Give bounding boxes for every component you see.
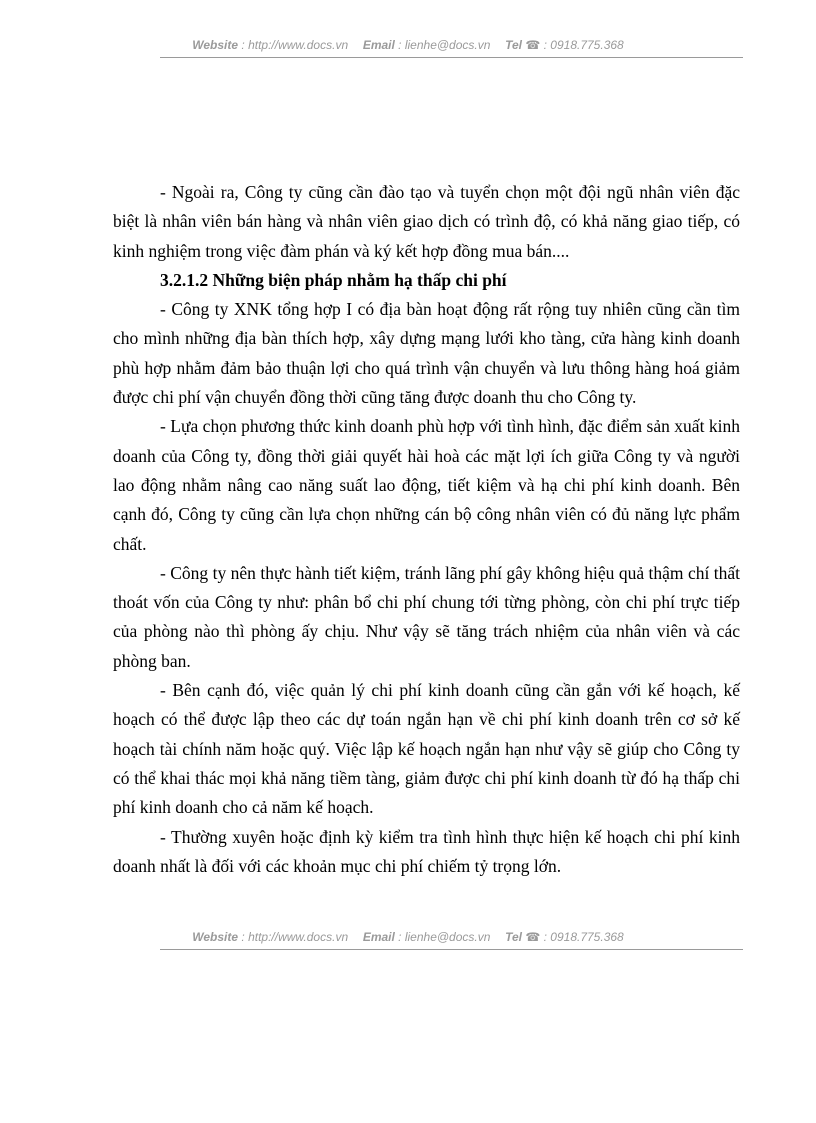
header-website-link[interactable]: : http://www.docs.vn (241, 38, 349, 52)
paragraph-inspection: - Thường xuyên hoặc định kỳ kiểm tra tình hình thực hiện kế hoạch chi phí kinh doanh nhất là đối với các khoản mục chi phí chiếm tỷ trọng lớn. (113, 826, 740, 876)
footer-divider (160, 949, 743, 950)
header-website-label: Website (192, 38, 239, 52)
header-email-link[interactable]: : lienhe@docs.vn (398, 38, 491, 52)
footer-email-link[interactable]: : lienhe@docs.vn (398, 930, 491, 944)
phone-icon: ☎ (525, 38, 541, 52)
section-heading: 3.2.1.2 Những biện pháp nhằm hạ thấp chi phí (160, 269, 507, 290)
header-tel-label: Tel (505, 38, 522, 52)
paragraph-savings: - Công ty nên thực hành tiết kiệm, tránh lãng phí gây không hiệu quả thậm chí thất thoát vốn của Công ty như: phân bổ chi phí chung tới từng phòng, còn chi phí trực tiếp của phòng nào thì phòng ấy chịu. Như vậy sẽ tăng trách nhiệm của nhân viên và các phòng ban. (113, 562, 740, 671)
document-body (113, 178, 740, 881)
header-email-label: Email (362, 38, 395, 52)
page-footer (0, 930, 816, 944)
footer-tel-value: : 0918.775.368 (543, 930, 624, 944)
header-tel-value: : 0918.775.368 (543, 38, 624, 52)
footer-website-label: Website (192, 930, 239, 944)
paragraph-locations: - Công ty XNK tổng hợp I có địa bàn hoạt động rất rộng tuy nhiên cũng cần tìm cho mình những địa bàn thích hợp, xây dựng mạng lưới kho tàng, cửa hàng kinh doanh phù hợp nhằm đảm bảo thuận lợi cho quá trình vận chuyển và lưu thông hàng hoá giảm được chi phí vận chuyển đồng thời cũng tăng được doanh thu cho Công ty. (113, 299, 740, 408)
footer-website-link[interactable]: : http://www.docs.vn (241, 930, 349, 944)
page-header (0, 38, 816, 52)
paragraph-training: - Ngoài ra, Công ty cũng cần đào tạo và tuyển chọn một đội ngũ nhân viên đặc biệt là nhân viên bán hàng và nhân viên giao dịch có trình độ, có khả năng giao tiếp, có kinh nghiệm trong việc đàm phán và ký kết hợp đồng mua bán.... (113, 182, 740, 261)
paragraph-cost-management: - Bên cạnh đó, việc quản lý chi phí kinh doanh cũng cần gắn với kế hoạch, kế hoạch có thể được lập theo các dự toán ngắn hạn về chi phí kinh doanh trên cơ sở kế hoạch tài chính năm hoặc quý. Việc lập kế hoạch ngắn hạn như vậy sẽ giúp cho Công ty có thể khai thác mọi khả năng tiềm tàng, giảm được chi phí kinh doanh từ đó hạ thấp chi phí kinh doanh cho cả năm kế hoạch. (113, 680, 740, 818)
footer-email-label: Email (362, 930, 395, 944)
phone-icon: ☎ (525, 930, 541, 944)
footer-tel-label: Tel (505, 930, 522, 944)
header-divider (160, 57, 743, 58)
paragraph-business-method: - Lựa chọn phương thức kinh doanh phù hợp với tình hình, đặc điểm sản xuất kinh doanh của Công ty, đồng thời giải quyết hài hoà các mặt lợi ích giữa Công ty và người lao động nhằm nâng cao năng suất lao động, tiết kiệm và hạ chi phí kinh doanh. Bên cạnh đó, Công ty cũng cần lựa chọn những cán bộ công nhân viên có đủ năng lực phẩm chất. (113, 416, 740, 554)
